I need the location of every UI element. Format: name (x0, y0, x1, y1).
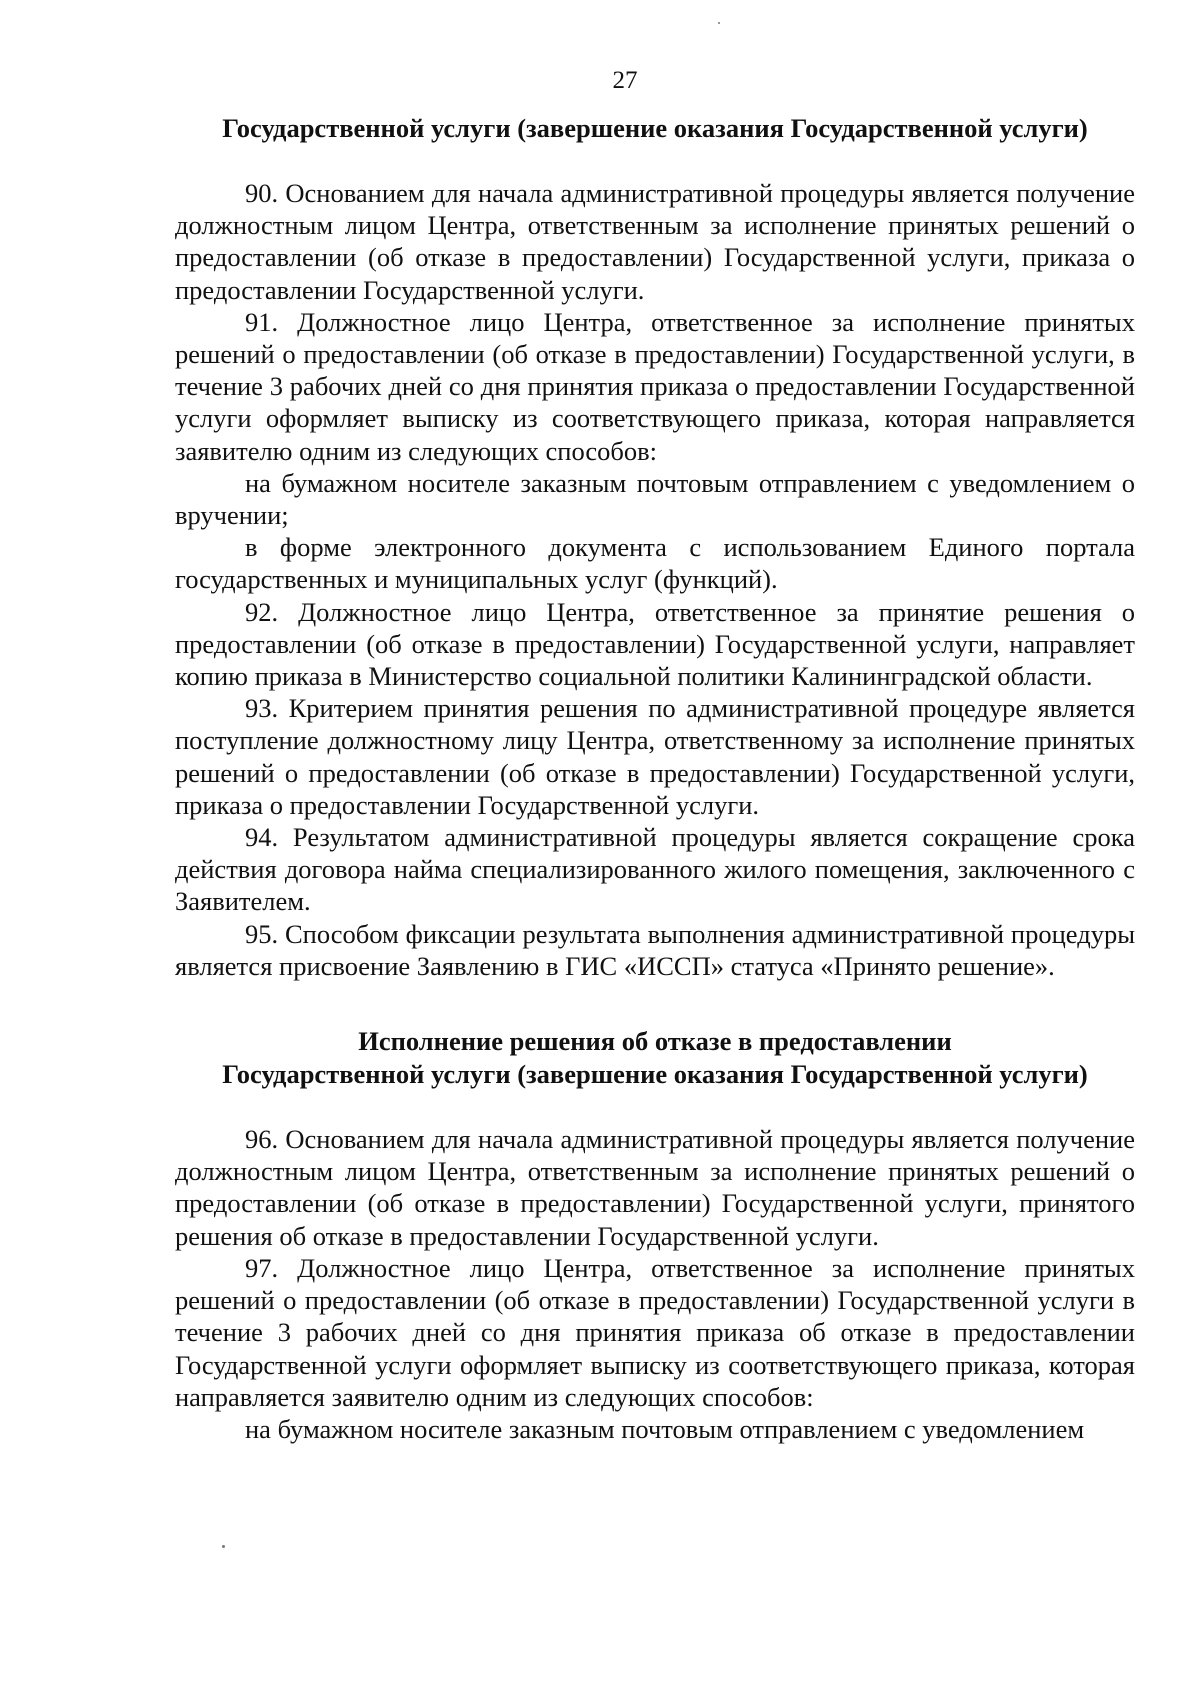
section-heading-1-line-1: Государственной услуги (завершение оказания Государственной услуги) (222, 113, 1088, 143)
paragraph-92: 92. Должностное лицо Центра, ответственное за принятие решения о предоставлении (об отказе в предоставлении) Государственной услуги, направляет копию приказа в Министерство социальной политики Калининградской области. (175, 596, 1135, 692)
paragraph-91-method-electronic: в форме электронного документа с использованием Единого портала государственных и муниципальных услуг (функций). (175, 532, 1135, 595)
paragraph-96: 96. Основанием для начала административной процедуры является получение должностным лицом Центра, ответственным за исполнение принятых решений о предоставлении (об отказе в предоставлении) Государственной услуги, принятого решения об отказе в предоставлении Государственной услуги. (175, 1124, 1135, 1251)
paragraph-90: 90. Основанием для начала административной процедуры является получение должностным лицом Центра, ответственным за исполнение принятых решений о предоставлении (об отказе в предоставлении) Государственной услуги, приказа о предоставлении Государственной услуги. (175, 178, 1135, 305)
spacer (175, 145, 1135, 177)
page-number: 27 (612, 67, 638, 94)
scan-speck (718, 22, 720, 24)
scan-speck (222, 1545, 225, 1548)
paragraph-93: 93. Критерием принятия решения по административной процедуре является поступление должностному лицу Центра, ответственному за исполнение принятых решений о предоставлении (об отказе в предоставлении) Государственной услуги, приказа о предоставлении Государственной услуги. (175, 693, 1135, 820)
section-heading-2-line-1: Исполнение решения об отказе в предоставлении (358, 1026, 952, 1057)
spacer (175, 1091, 1135, 1123)
section-heading-1 (175, 112, 1135, 145)
spacer (175, 982, 1135, 1025)
paragraph-94: 94. Результатом административной процедуры является сокращение срока действия договора найма специализированного жилого помещения, заключенного с Заявителем. (175, 822, 1135, 917)
section-heading-2-line-2: Государственной услуги (завершение оказания Государственной услуги) (222, 1059, 1088, 1090)
paragraph-95: 95. Способом фиксации результата выполнения административной процедуры является присвоение Заявлению в ГИС «ИССП» статуса «Принято решение». (175, 918, 1135, 981)
section-heading-2 (175, 1025, 1135, 1091)
document-body (175, 112, 1135, 1445)
paragraph-97-method-paper: на бумажном носителе заказным почтовым отправлением с уведомлением (245, 1413, 1085, 1444)
paragraph-91: 91. Должностное лицо Центра, ответственное за исполнение принятых решений о предоставлении (об отказе в предоставлении) Государственной услуги, в течение 3 рабочих дней со дня принятия приказа о предоставлении Государственной услуги оформляет выписку из соответствующего приказа, которая направляется заявителю одним из следующих способов: (175, 306, 1135, 466)
paragraph-91-method-paper: на бумажном носителе заказным почтовым отправлением с уведомлением о вручении; (175, 467, 1135, 531)
paragraph-97: 97. Должностное лицо Центра, ответственное за исполнение принятых решений о предоставлении (об отказе в предоставлении) Государственной услуги в течение 3 рабочих дней со дня принятия приказа об отказе в предоставлении Государственной услуги оформляет выписку из соответствующего приказа, которая направляется заявителю одним из следующих способов: (175, 1252, 1135, 1412)
